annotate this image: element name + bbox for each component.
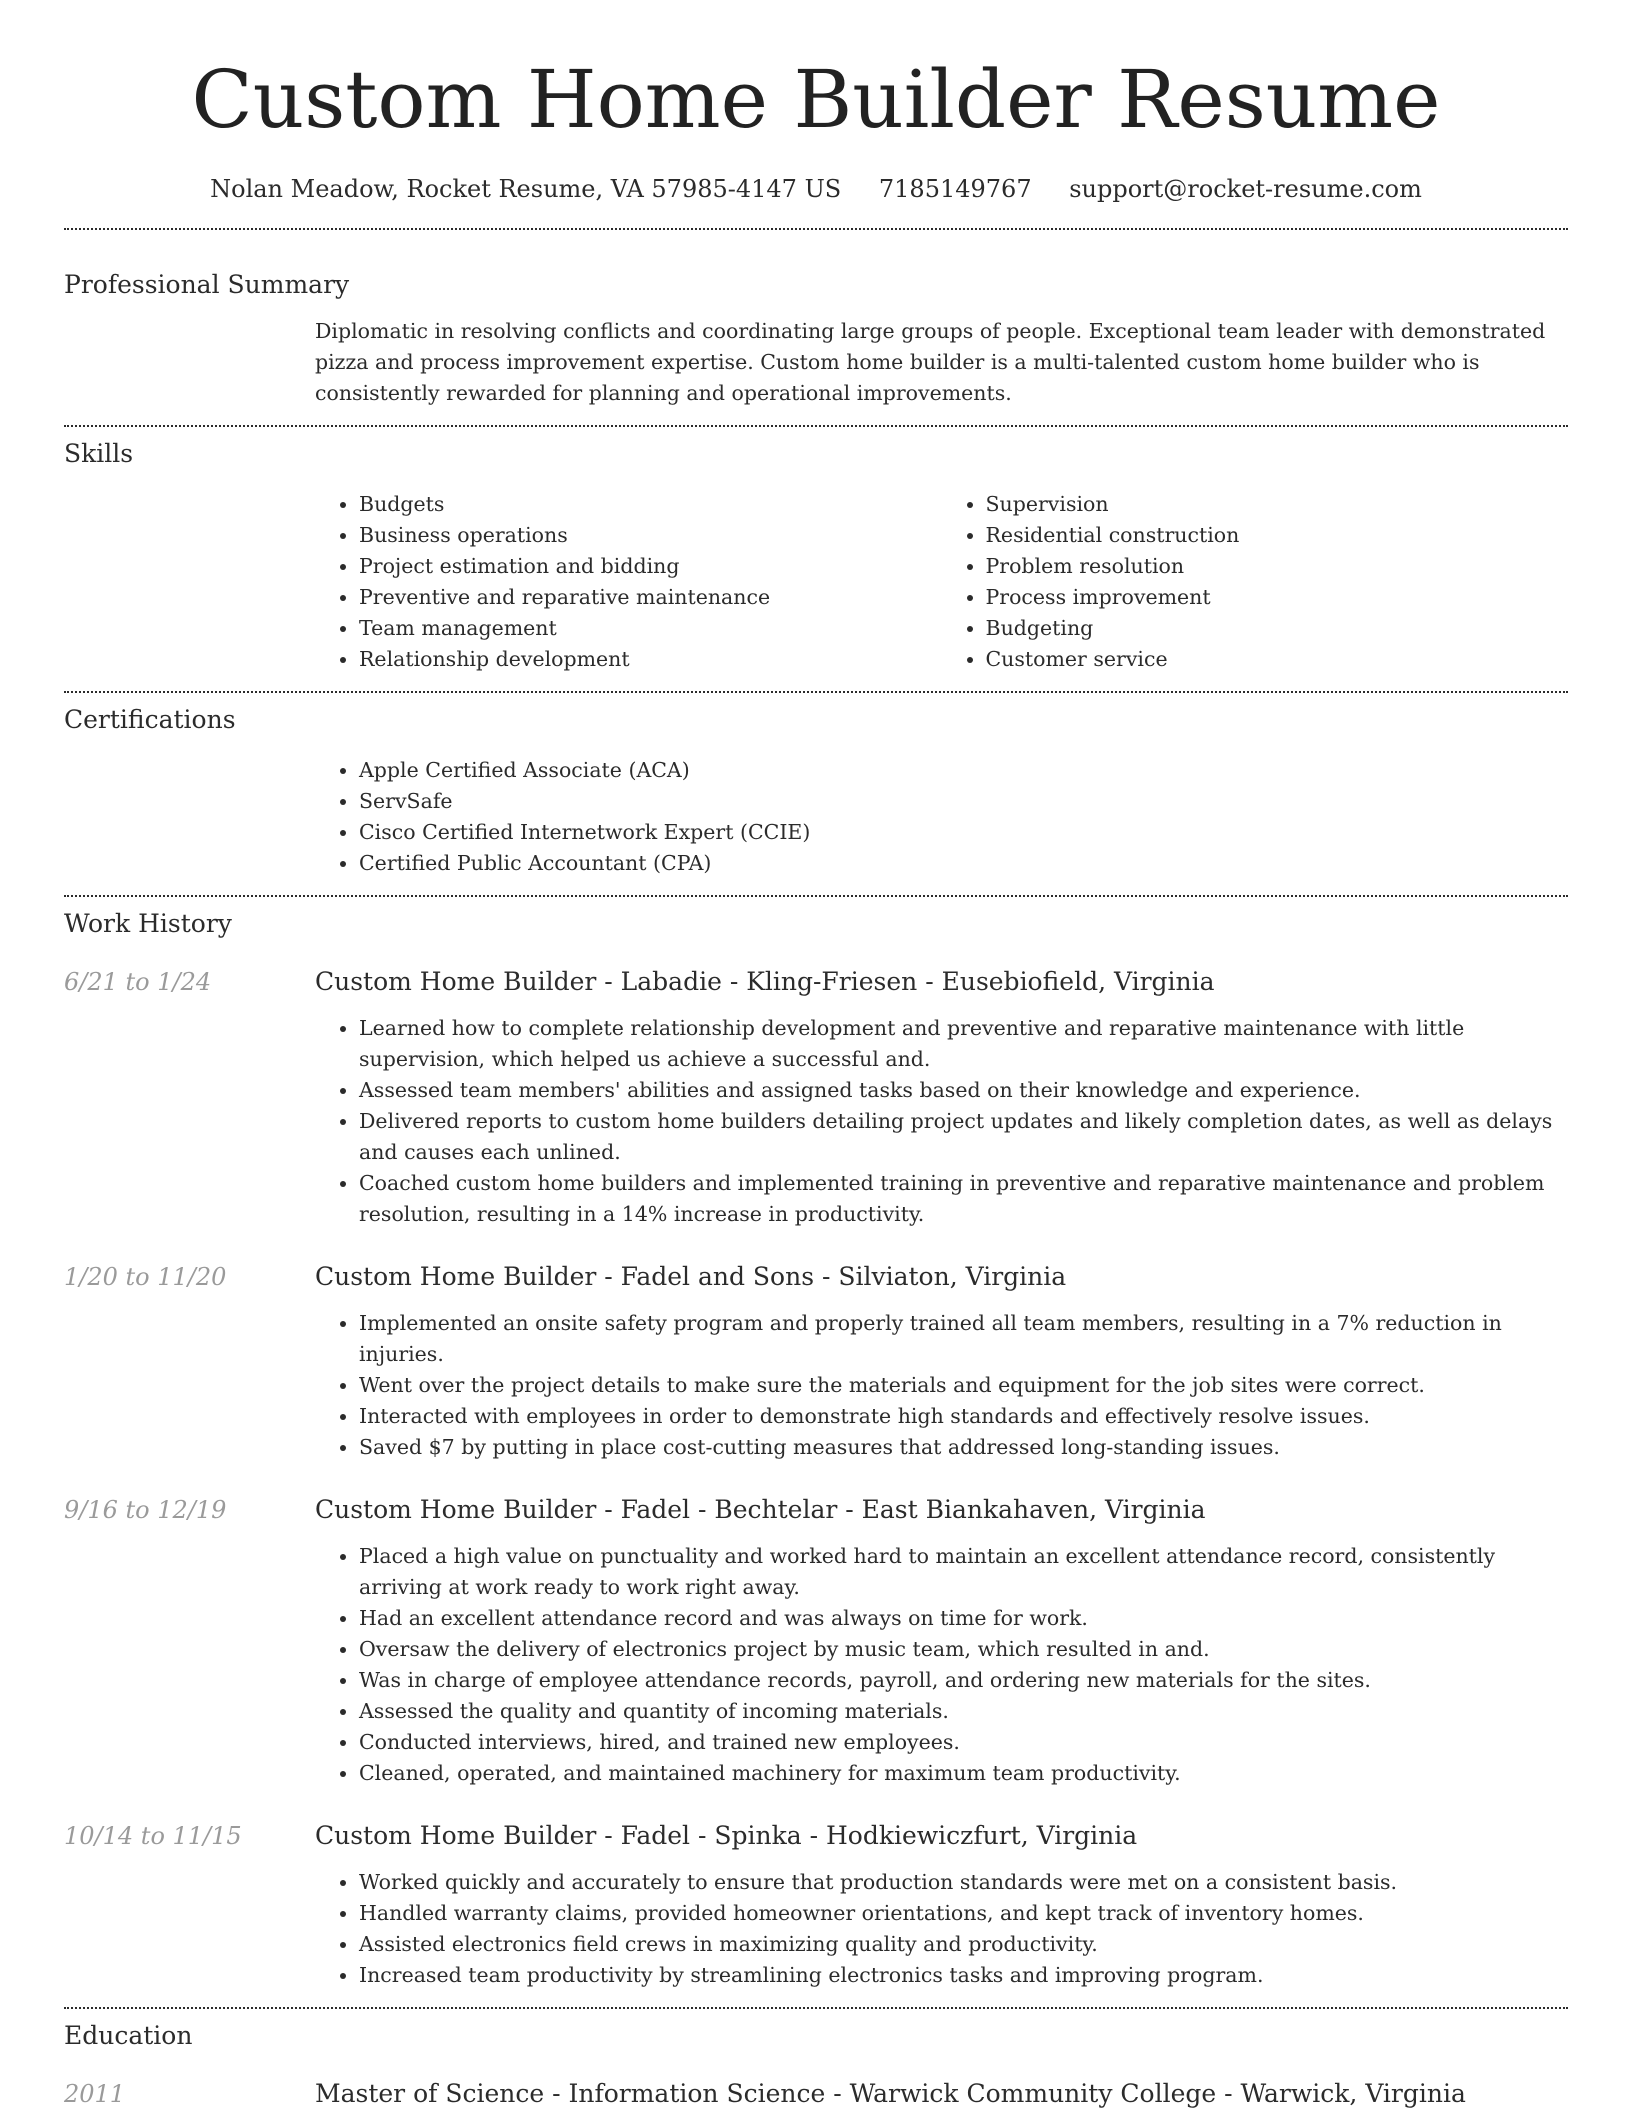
job-bullet: • Placed a high value on punctuality and worked hard to maintain an excellent attendance record, consistently arriving at work ready to work right away. xyxy=(359,1541,1568,1603)
skill-item: • Budgeting xyxy=(986,613,1569,644)
contact-phone: 7185149767 xyxy=(878,175,1032,203)
certifications-heading: Certifications xyxy=(64,705,236,734)
job-bullet: • Handled warranty claims, provided homeowner orientations, and kept track of inventory homes. xyxy=(359,1898,1568,1929)
job-dates: 9/16 to 12/19 xyxy=(64,1496,227,1524)
skill-item: • Business operations xyxy=(359,520,942,551)
resume-title: Custom Home Builder Resume xyxy=(191,53,1441,146)
job-bullet: • Learned how to complete relationship development and preventive and reparative maintenance with little supervision, which helped us achieve a successful and. xyxy=(359,1013,1568,1075)
job-dates: 10/14 to 11/15 xyxy=(64,1822,242,1850)
skill-item: • Process improvement xyxy=(986,582,1569,613)
skill-item: • Budgets xyxy=(359,489,942,520)
section-divider xyxy=(64,895,1568,897)
skill-item: • Customer service xyxy=(986,644,1569,675)
section-divider xyxy=(64,228,1568,230)
skill-item: • Project estimation and bidding xyxy=(359,551,942,582)
certification-item: • Apple Certified Associate (ACA) xyxy=(359,755,1568,786)
job-bullet: • Assessed team members' abilities and assigned tasks based on their knowledge and experience. xyxy=(359,1075,1568,1106)
job-bullet: • Increased team productivity by streamlining electronics tasks and improving program. xyxy=(359,1960,1568,1991)
job-title: Custom Home Builder - Fadel - Bechtelar - East Biankahaven, Virginia xyxy=(315,1495,1206,1524)
job-bullet: • Assisted electronics field crews in maximizing quality and productivity. xyxy=(359,1929,1568,1960)
job-bullet: • Cleaned, operated, and maintained machinery for maximum team productivity. xyxy=(359,1758,1568,1789)
job-dates: 1/20 to 11/20 xyxy=(64,1263,227,1291)
job-bullet: • Delivered reports to custom home builders detailing project updates and likely completion dates, as well as delays and causes each unlined. xyxy=(359,1106,1568,1168)
contact-line xyxy=(64,172,1568,206)
job-bullet: • Worked quickly and accurately to ensure that production standards were met on a consistent basis. xyxy=(359,1867,1568,1898)
job-title: Custom Home Builder - Fadel and Sons - Silviaton, Virginia xyxy=(315,1262,1067,1291)
job-bullet: • Implemented an onsite safety program and properly trained all team members, resulting in a 7% reduction in injuries. xyxy=(359,1308,1568,1370)
job-bullet: • Interacted with employees in order to demonstrate high standards and effectively resolve issues. xyxy=(359,1401,1568,1432)
skill-item: • Supervision xyxy=(986,489,1569,520)
job-bullet: • Oversaw the delivery of electronics project by music team, which resulted in and. xyxy=(359,1634,1568,1665)
skill-item: • Relationship development xyxy=(359,644,942,675)
job-entry xyxy=(64,965,1568,1230)
education-title: Master of Science - Information Science - Warwick Community College - Warwick, Virginia xyxy=(315,2079,1466,2108)
resume-page xyxy=(64,0,1568,2111)
certification-item: • ServSafe xyxy=(359,786,1568,817)
skills-column-right xyxy=(942,489,1569,675)
certifications-list xyxy=(315,755,1568,879)
job-bullet: • Saved $7 by putting in place cost-cutting measures that addressed long-standing issues. xyxy=(359,1432,1568,1463)
certification-item: • Certified Public Accountant (CPA) xyxy=(359,848,1568,879)
job-bullet: • Assessed the quality and quantity of incoming materials. xyxy=(359,1696,1568,1727)
education-dates: 2011 xyxy=(64,2080,126,2108)
education-heading: Education xyxy=(64,2021,193,2050)
job-bullet: • Went over the project details to make sure the materials and equipment for the job sites were correct. xyxy=(359,1370,1568,1401)
section-divider xyxy=(64,691,1568,693)
contact-address: Nolan Meadow, Rocket Resume, VA 57985-4147 US xyxy=(210,175,842,203)
skills-list xyxy=(315,489,1568,675)
job-bullets xyxy=(315,1867,1568,1991)
section-divider xyxy=(64,2007,1568,2009)
summary-text: Diplomatic in resolving conflicts and coordinating large groups of people. Exceptional team leader with demonstrated pizza and process improvement expertise. Custom home builder is a multi-talented custom home builder who is consistently rewarded for planning and operational improvements. xyxy=(315,319,1546,405)
job-entry xyxy=(64,1493,1568,1789)
skills-heading: Skills xyxy=(64,439,134,468)
job-bullet: • Conducted interviews, hired, and trained new employees. xyxy=(359,1727,1568,1758)
job-title: Custom Home Builder - Fadel - Spinka - Hodkiewiczfurt, Virginia xyxy=(315,1821,1138,1850)
job-dates: 6/21 to 1/24 xyxy=(64,968,212,996)
job-title: Custom Home Builder - Labadie - Kling-Friesen - Eusebiofield, Virginia xyxy=(315,967,1215,996)
skill-item: • Problem resolution xyxy=(986,551,1569,582)
skills-column-left xyxy=(315,489,942,675)
certification-item: • Cisco Certified Internetwork Expert (CCIE) xyxy=(359,817,1568,848)
job-bullets xyxy=(315,1013,1568,1230)
job-entry xyxy=(64,1260,1568,1463)
education-entry xyxy=(64,2077,1568,2111)
skill-item: • Team management xyxy=(359,613,942,644)
job-bullet: • Was in charge of employee attendance records, payroll, and ordering new materials for the sites. xyxy=(359,1665,1568,1696)
section-divider xyxy=(64,425,1568,427)
summary-heading: Professional Summary xyxy=(64,270,350,299)
skill-item: • Residential construction xyxy=(986,520,1569,551)
job-bullets xyxy=(315,1308,1568,1463)
job-entry xyxy=(64,1819,1568,1991)
work-history-heading: Work History xyxy=(64,909,232,938)
job-bullet: • Had an excellent attendance record and was always on time for work. xyxy=(359,1603,1568,1634)
job-bullets xyxy=(315,1541,1568,1789)
job-bullet: • Coached custom home builders and implemented training in preventive and reparative maintenance and problem resolution, resulting in a 14% increase in productivity. xyxy=(359,1168,1568,1230)
contact-email: support@rocket-resume.com xyxy=(1069,175,1422,203)
skill-item: • Preventive and reparative maintenance xyxy=(359,582,942,613)
